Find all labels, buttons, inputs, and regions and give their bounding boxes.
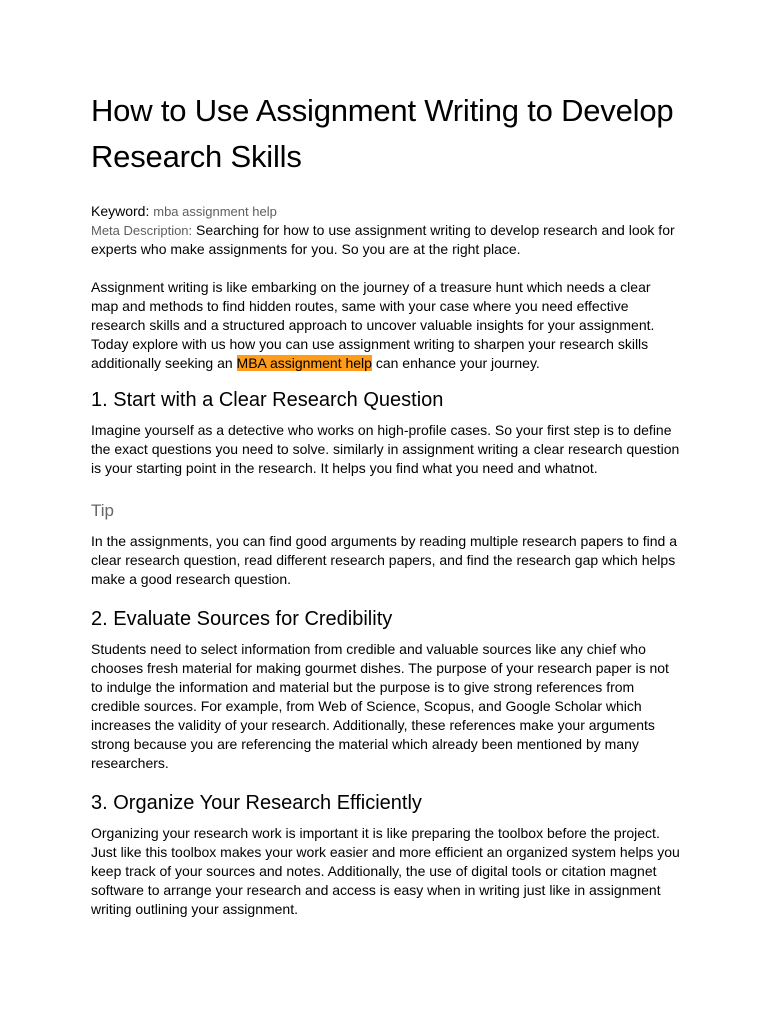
meta-description [91,221,681,259]
section-text-2: Students need to select information from credible and valuable sources like any chief who chooses fresh material for making gourmet dishes. The purpose of your research paper is not to indulge the information and material but the purpose is to give strong references from credible sources. For example, from Web of Science, Scopus, and Google Scholar which increases the validity of your research. Additionally, these references make your arguments strong because you are referencing the material which already been mentioned by many researchers. [91,641,669,771]
keyword-line [91,202,681,221]
section-text-3: Organizing your research work is important it is like preparing the toolbox before the project. Just like this toolbox makes your work easier and more efficient an organized system helps you keep track of your sources and notes. Additionally, the use of digital tools or citation magnet software to arrange your research and access is easy when in writing just like in assignment writing outlining your assignment. [91,825,680,917]
tip-text: In the assignments, you can find good arguments by reading multiple research papers to find a clear research question, read different research papers, and find the research gap which helps make a good research question. [91,533,678,587]
section-heading-3: 3. Organize Your Research Efficiently [91,792,422,814]
tip-heading: Tip [91,501,114,520]
section-text-1: Imagine yourself as a detective who works on high-profile cases. So your first step is to define the exact questions you need to solve. similarly in assignment writing a clear research question is your starting point in the research. It helps you find what you need and whatnot. [91,422,680,476]
keyword-label: Keyword: [91,203,150,219]
intro-text-before: Assignment writing is like embarking on the journey of a treasure hunt which needs a clear map and methods to find hidden routes, same with your case where you need effective research skills and a structured approach to uncover valuable insights for your assignment. Today explore with us how you can use assignment writing to sharpen your research skills additionally seeking an [91,279,655,371]
section-heading-2: 2. Evaluate Sources for Credibility [91,608,393,630]
keyword-value: mba assignment help [153,204,277,219]
meta-label: Meta Description: [91,223,193,238]
document-page [91,88,681,919]
section-heading-1: 1. Start with a Clear Research Question [91,389,444,411]
intro-text-after: can enhance your journey. [371,355,540,371]
intro-paragraph [91,278,681,373]
document-title: How to Use Assignment Writing to Develop Research Skills [91,93,674,174]
highlighted-link-text: MBA assignment help [236,355,372,371]
meta-text: Searching for how to use assignment writing to develop research and look for experts who make assignments for you. So you are at the right place. [91,222,675,257]
